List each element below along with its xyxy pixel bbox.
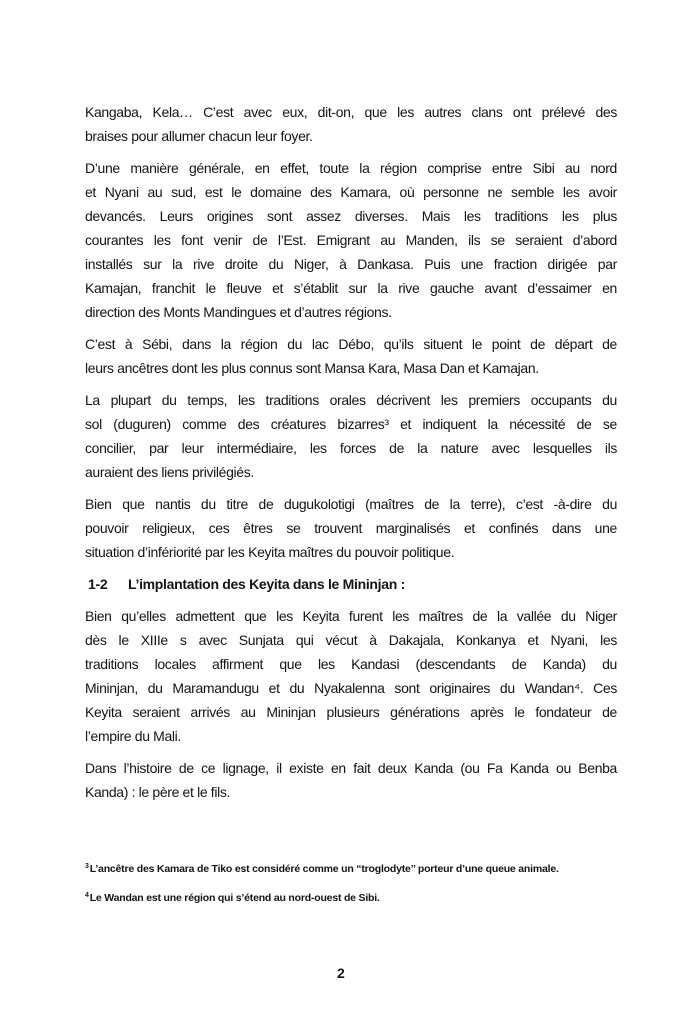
section-title: L’implantation des Keyita dans le Mininjan : bbox=[128, 576, 405, 592]
text-line: installés sur la rive droite du Niger, à Dankasa. Puis une fraction dirigée par bbox=[85, 256, 617, 272]
section-heading bbox=[85, 572, 617, 596]
paragraph bbox=[85, 492, 617, 564]
text-line: Dans l’histoire de ce lignage, il existe en fait deux Kanda (ou Fa Kanda ou Benba bbox=[85, 760, 617, 776]
footnotes bbox=[85, 859, 625, 917]
text-line: Kamajan, franchit le fleuve et s’établit sur la rive gauche avant d’essaimer en bbox=[85, 280, 617, 296]
footnote-4 bbox=[85, 888, 625, 904]
section-number: 1-2 bbox=[88, 576, 108, 592]
text-line: Mininjan, du Maramandugu et du Nyakalenna sont originaires du Wandan⁴. Ces bbox=[85, 680, 617, 696]
text-line: pouvoir religieux, ces êtres se trouvent marginalisés et confinés dans une bbox=[85, 520, 617, 536]
text-line: traditions locales affirment que les Kandasi (descendants de Kanda) du bbox=[85, 656, 617, 672]
paragraph bbox=[85, 332, 617, 380]
footnote-3 bbox=[85, 859, 625, 875]
text-line: Bien qu’elles admettent que les Keyita furent les maîtres de la vallée du Niger bbox=[85, 608, 617, 624]
text-line: auraient des liens privilégiés. bbox=[85, 464, 254, 480]
text-line: et Nyani au sud, est le domaine des Kamara, où personne ne semble les avoir bbox=[85, 184, 617, 200]
paragraph bbox=[85, 388, 617, 484]
footnote-mark: 4 bbox=[85, 892, 89, 899]
text-line: concilier, par leur intermédiaire, les forces de la nature avec lesquelles ils bbox=[85, 440, 617, 456]
paragraph bbox=[85, 100, 617, 148]
text-line: sol (duguren) comme des créatures bizarres³ et indiquent la nécessité de se bbox=[85, 416, 617, 432]
text-line: situation d’infériorité par les Keyita maîtres du pouvoir politique. bbox=[85, 544, 455, 560]
footnote-text: L’ancêtre des Kamara de Tiko est considéré comme un “troglodyte’’ porteur d’une queue animale. bbox=[89, 863, 559, 875]
paragraph bbox=[85, 604, 617, 748]
document-body bbox=[85, 100, 617, 812]
text-line: braises pour allumer chacun leur foyer. bbox=[85, 128, 313, 144]
page-number: 2 bbox=[337, 965, 345, 981]
text-line: La plupart du temps, les traditions orales décrivent les premiers occupants du bbox=[85, 392, 617, 408]
text-line: Kanda) : le père et le fils. bbox=[85, 784, 231, 800]
text-line: l’empire du Mali. bbox=[85, 728, 181, 744]
text-line: devancés. Leurs origines sont assez diverses. Mais les traditions les plus bbox=[85, 208, 617, 224]
text-line: C’est à Sébi, dans la région du lac Débo, qu’ils situent le point de départ de bbox=[85, 336, 617, 352]
text-line: Kangaba, Kela… C’est avec eux, dit-on, que les autres clans ont prélevé des bbox=[85, 104, 617, 120]
text-line: leurs ancêtres dont les plus connus sont Mansa Kara, Masa Dan et Kamajan. bbox=[85, 360, 539, 376]
text-line: Keyita seraient arrivés au Mininjan plusieurs générations après le fondateur de bbox=[85, 704, 617, 720]
text-line: D’une manière générale, en effet, toute la région comprise entre Sibi au nord bbox=[85, 160, 617, 176]
paragraphs-after-heading bbox=[85, 604, 617, 804]
footnote-mark: 3 bbox=[85, 863, 89, 870]
text-line: dès le XIIIe s avec Sunjata qui vécut à Dakajala, Konkanya et Nyani, les bbox=[85, 632, 617, 648]
paragraph bbox=[85, 756, 617, 804]
footnote-text: Le Wandan est une région qui s’étend au nord-ouest de Sibi. bbox=[89, 892, 380, 904]
text-line: direction des Monts Mandingues et d’autres régions. bbox=[85, 304, 392, 320]
paragraph bbox=[85, 156, 617, 324]
paragraphs-before-heading bbox=[85, 100, 617, 564]
text-line: Bien que nantis du titre de dugukolotigi (maîtres de la terre), c’est -à-dire du bbox=[85, 496, 617, 512]
text-line: courantes les font venir de l’Est. Emigrant au Manden, ils se seraient d’abord bbox=[85, 232, 617, 248]
